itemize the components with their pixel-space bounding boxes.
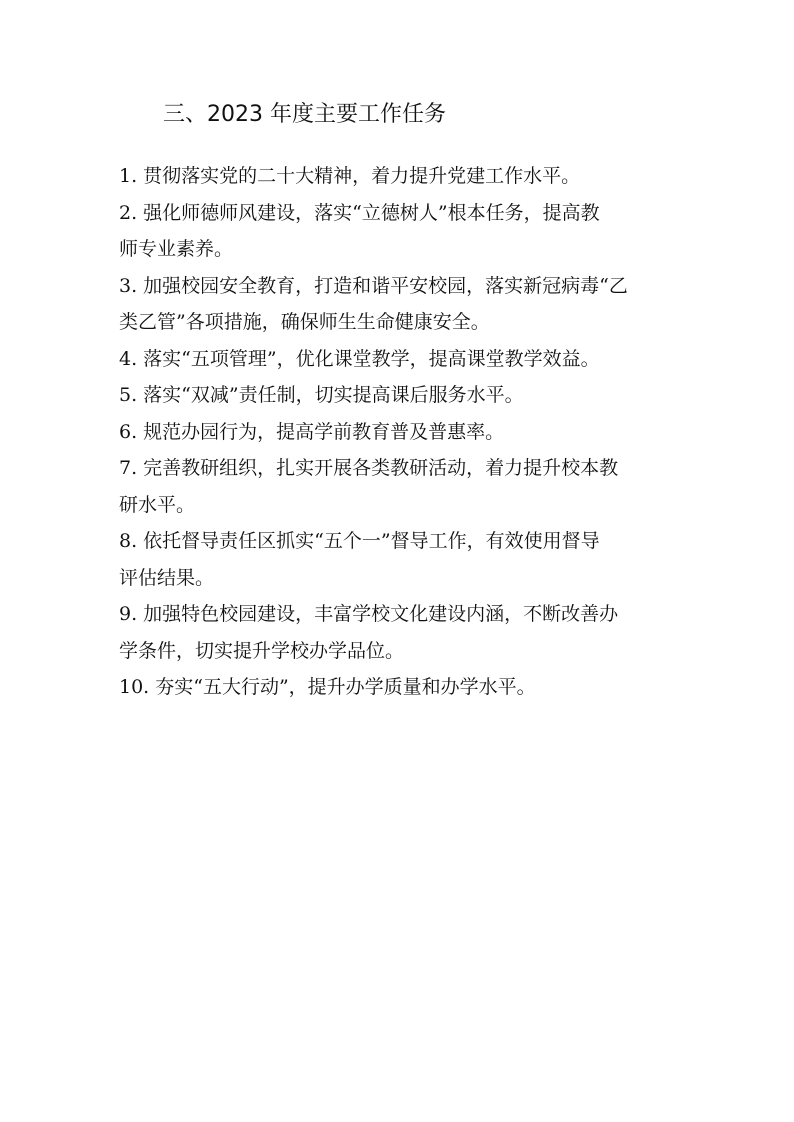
task-item-9 (119, 596, 679, 669)
task-6-line-1: 6. 规范办园行为，提高学前教育普及普惠率。 (119, 420, 505, 443)
task-item-2 (119, 195, 679, 268)
task-2-line-2: 师专业素养。 (119, 238, 234, 260)
task-4-line-1: 4. 落实“五项管理”，优化课堂教学，提高课堂教学效益。 (119, 347, 600, 370)
task-item-1 (119, 158, 679, 195)
task-2-line-1: 2. 强化师德师风建设，落实“立德树人”根本任务，提高教 (119, 201, 600, 224)
task-item-8 (119, 523, 679, 596)
task-item-5 (119, 377, 679, 414)
task-7-line-1: 7. 完善教研组织，扎实开展各类教研活动，着力提升校本教 (119, 457, 619, 479)
task-8-line-2: 评估结果。 (119, 566, 215, 589)
section-heading: 三、2023 年度主要工作任务 (163, 102, 446, 127)
task-8-line-1: 8. 依托督导责任区抓实“五个一”督导工作，有效使用督导 (119, 530, 600, 552)
task-1-line-1: 1. 贯彻落实党的二十大精神，着力提升党建工作水平。 (119, 165, 581, 187)
task-3-line-2: 类乙管”各项措施，确保师生生命健康安全。 (119, 311, 490, 333)
task-item-10 (119, 669, 679, 706)
task-5-line-1: 5. 落实“双减”责任制，切实提高课后服务水平。 (119, 384, 524, 406)
task-list (119, 158, 679, 706)
task-3-line-1: 3. 加强校园安全教育，打造和谐平安校园，落实新冠病毒“乙 (119, 274, 628, 297)
task-item-3 (119, 268, 679, 341)
task-item-7 (119, 450, 679, 523)
task-7-line-2: 研水平。 (119, 493, 196, 516)
task-9-line-2: 学条件，切实提升学校办学品位。 (119, 639, 405, 662)
task-9-line-1: 9. 加强特色校园建设，丰富学校文化建设内涵，不断改善办 (119, 603, 619, 625)
task-item-4 (119, 341, 679, 378)
task-item-6 (119, 414, 679, 451)
task-10-line-1: 10. 夯实“五大行动”，提升办学质量和办学水平。 (119, 676, 536, 698)
